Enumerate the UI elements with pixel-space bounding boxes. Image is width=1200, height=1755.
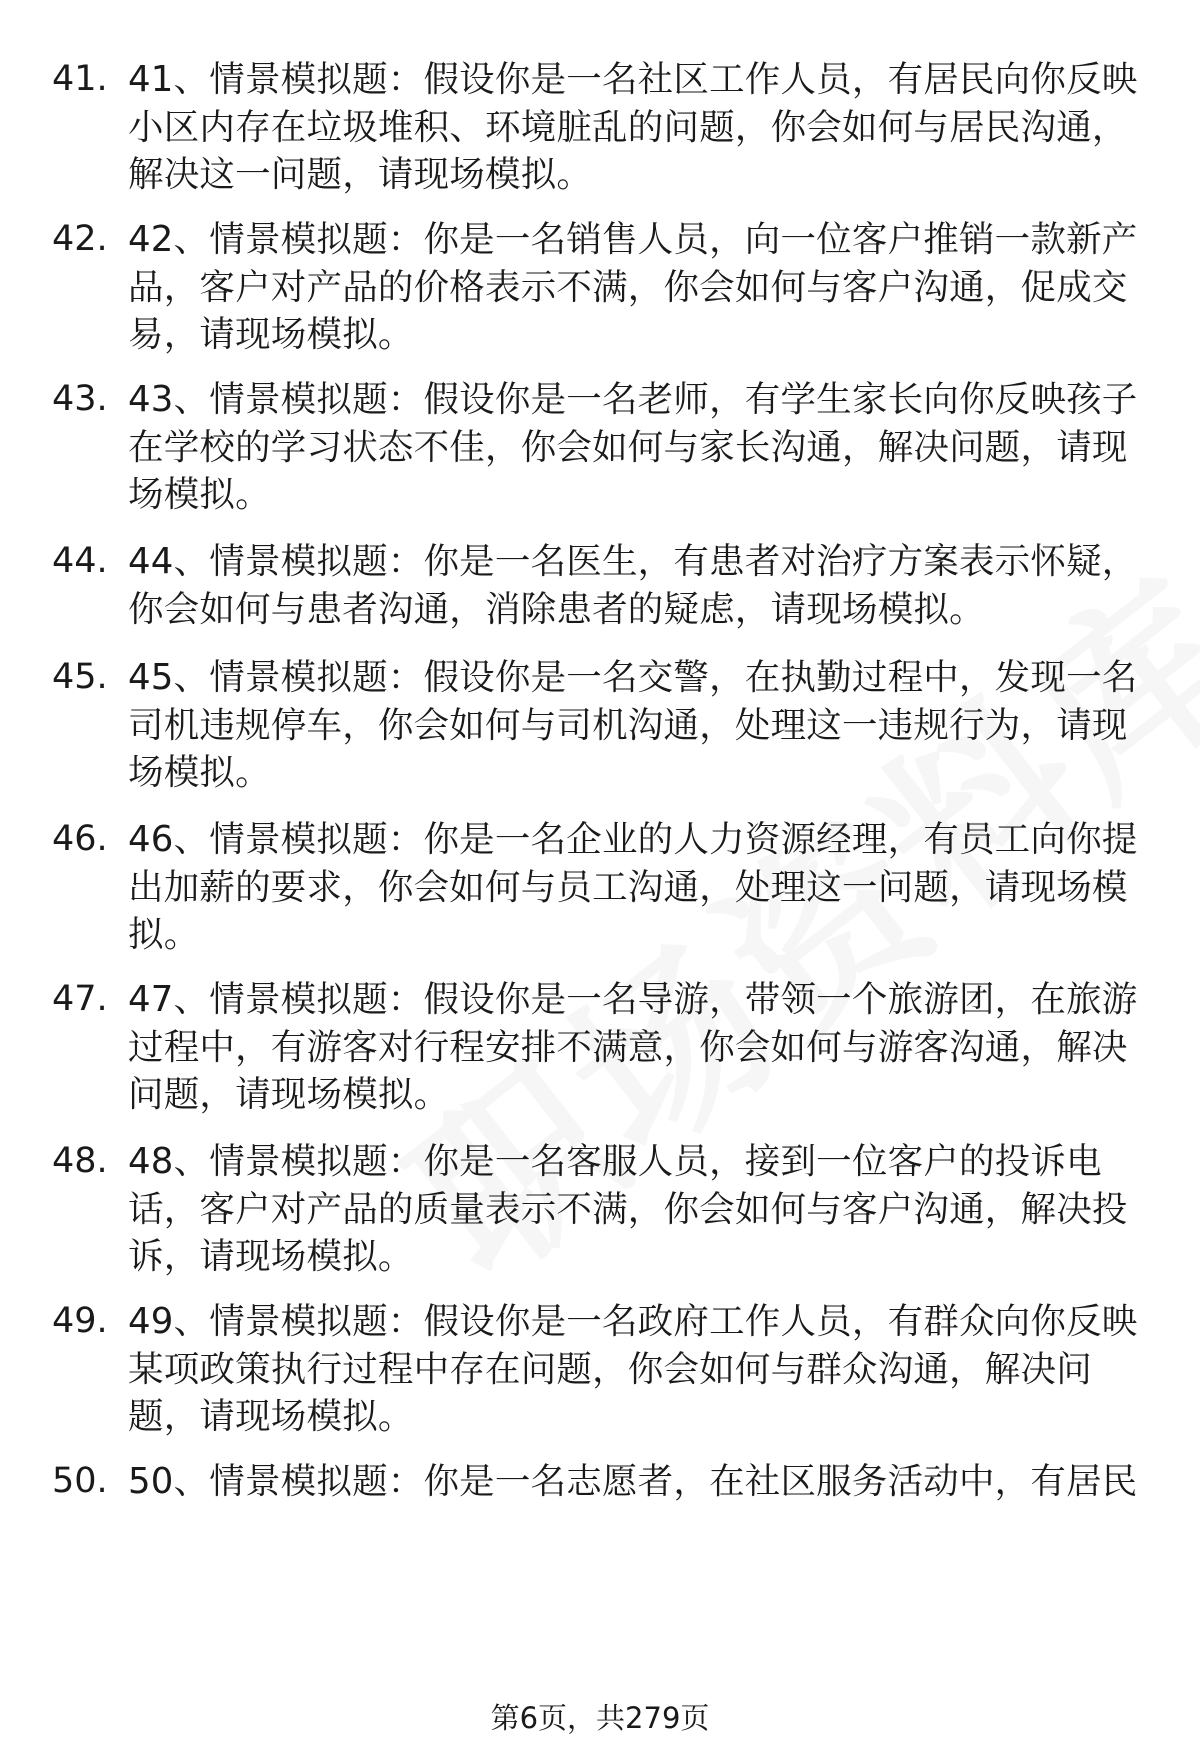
item-text: 42、情景模拟题：你是一名销售人员，向一位客户推销一款新产品，客户对产品的价格表示不满，你会如何与客户沟通，促成交易，请现场模拟。	[128, 219, 1138, 355]
item-text: 45、情景模拟题：假设你是一名交警，在执勤过程中，发现一名司机违规停车，你会如何与司机沟通，处理这一违规行为，请现场模拟。	[128, 657, 1138, 793]
item-number: 48.	[52, 1141, 108, 1181]
item-number: 41.	[52, 59, 108, 99]
item-number: 49.	[52, 1301, 108, 1341]
item-number: 46.	[52, 819, 108, 859]
item-text: 43、情景模拟题：假设你是一名老师，有学生家长向你反映孩子在学校的学习状态不佳，你会如何与家长沟通，解决问题，请现场模拟。	[128, 379, 1138, 515]
item-number: 45.	[52, 657, 108, 697]
item-text: 48、情景模拟题：你是一名客服人员，接到一位客户的投诉电话，客户对产品的质量表示不满，你会如何与客户沟通，解决投诉，请现场模拟。	[128, 1141, 1128, 1277]
item-text: 41、情景模拟题：假设你是一名社区工作人员，有居民向你反映小区内存在垃圾堆积、环境脏乱的问题，你会如何与居民沟通，解决这一问题，请现场模拟。	[128, 59, 1138, 195]
item-text: 47、情景模拟题：假设你是一名导游，带领一个旅游团，在旅游过程中，有游客对行程安排不满意，你会如何与游客沟通，解决问题，请现场模拟。	[128, 979, 1138, 1115]
item-number: 44.	[52, 541, 108, 581]
item-text: 49、情景模拟题：假设你是一名政府工作人员，有群众向你反映某项政策执行过程中存在问题，你会如何与群众沟通，解决问题，请现场模拟。	[128, 1301, 1138, 1437]
item-number: 43.	[52, 379, 108, 419]
item-text: 44、情景模拟题：你是一名医生，有患者对治疗方案表示怀疑，你会如何与患者沟通，消除患者的疑虑，请现场模拟。	[128, 541, 1138, 630]
page-footer: 第6页，共279页	[490, 1701, 710, 1735]
item-text: 50、情景模拟题：你是一名志愿者，在社区服务活动中，有居民	[128, 1461, 1138, 1502]
item-number: 42.	[52, 219, 108, 259]
item-number: 47.	[52, 979, 108, 1019]
item-number: 50.	[52, 1461, 108, 1501]
item-text: 46、情景模拟题：你是一名企业的人力资源经理，有员工向你提出加薪的要求，你会如何与员工沟通，处理这一问题，请现场模拟。	[128, 819, 1138, 955]
